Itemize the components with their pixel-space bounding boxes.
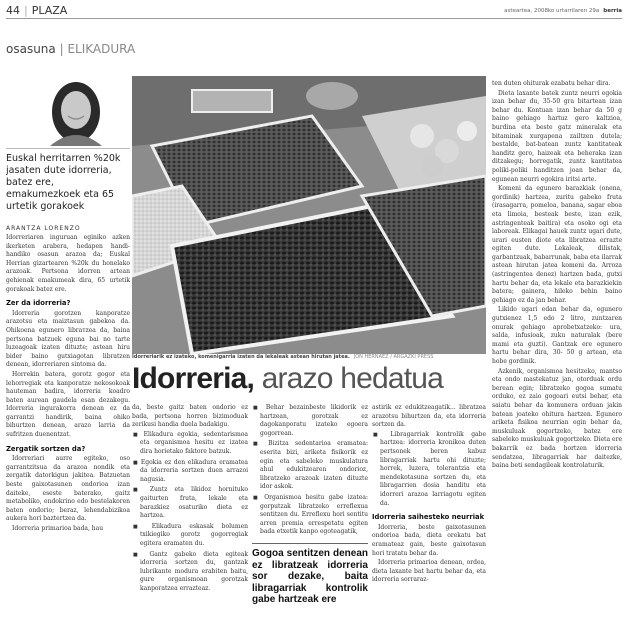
paragraph: astirik ez edukitzeagatik... libratzea arazotsu bihurtzen da, eta idorreria sortzen da. bbox=[372, 404, 486, 429]
left-column bbox=[6, 72, 130, 535]
column-4 bbox=[372, 404, 486, 586]
column-3 bbox=[252, 404, 368, 606]
paragraph: Komeni da egunero barazkiak (onena, gordinik) hartzea, zuritu gabeko fruta (irasagarra, pomeloa, banana, sagar eboa eta limoia, besteak beste, izan ezik, astringenteak baitira) eta osoko ogi eta laboreak. Elikagai hauek zuntz ugari dute, urari eusten diote eta libratzea errazte egiten dute. Lekaleak, dilistak, garbantzuak, babarrunak, baba eta ilarrak astean hirutan jatea komeni da. Arroza (astringentea denez) hartzen bada, gutxi hartu behar da, eta lekale eta barazkiekin batera; gainera, hileko behin baino gehiago ez da jan behar. bbox=[492, 185, 622, 304]
paragraph: Idorreriari aurre egiteko, oso garrantzitsua da arazoa nondik eta zergatik datorkigun jakitea. Batzuetan beste gaixotasunen ondorioa izan daiteke, eseste baterako, gaitz metaboliko, endokrino edo bestelakoren baten ondorio; beraz, lehendabizikoa aukera hori baztertzea da. bbox=[6, 455, 130, 523]
legumes-photo bbox=[132, 76, 486, 354]
bullet-item: ■ Elikadura egokia, sedentarismoa eta organismoa hesitu ez izatea dira horietako faktore batzuk. bbox=[132, 431, 248, 457]
bullet-item: ■ Zuntz eta likidoz hornituko gaiturten fruta, lekale eta barazkiez osaturiko dieta ez hartzea. bbox=[132, 486, 248, 520]
subhead-zergatik: Zergatik sortzen da? bbox=[6, 444, 86, 453]
column-5 bbox=[492, 80, 622, 472]
issue-date: astearteа, 2008ko urtarrilaren 29a bbox=[504, 7, 600, 14]
author-name: ARANTZA LORENZO bbox=[6, 225, 81, 232]
paragraph: Idorreria primarioa bada, hau bbox=[12, 525, 104, 532]
photo-credit: JON HERNAEZ / ARGAZKI PRESS bbox=[353, 354, 434, 360]
bullet-item: ■ Libragarriak kontrolik gabe hartzea: idorreria kronikoa duten pertsonek beren kabuz libragarriak hartu ohi dituzte; horrek, luzera, tolerantzia eta mendekotasuna sortzen du, eta libragarrien dosia handitu eta idorreri arazoa larriagotu egiten da. bbox=[372, 431, 486, 508]
section-main: osasuna bbox=[6, 42, 56, 56]
caption-text: Idorreriarik ez izateko, komenigarria izaten da lekaleak astean hirutan jatea. bbox=[132, 354, 350, 360]
pull-quote: Gogoa sentitzen denean ez libratzeak idorreria sor dezake, baita libragarriak kontrolik gabe hartzeak ere bbox=[252, 543, 368, 606]
paragraph: Azkenik, organismoa hesitzeko, mantso eta ondo mastekatuz jan, otorduak ordu berean egin; libratzeko gogoa sumatu orduko, ez zaio gogoari eutsi behar, eta saiatu behar da komunera orduan jakin batean joateko ohitura hartzen. Egunero ariketa fisikoa neurrian egin behar da, muskuluak gogortzeko, batez ere sabeleko muskuluak gogortzeko. Dieta ere bakarrik ez bada hortzen idorreria sendatzea, libragarriak har daitezke, baina beti sendagileak kontrolaturik. bbox=[492, 367, 622, 470]
section-label bbox=[6, 42, 135, 56]
header-right bbox=[504, 8, 622, 14]
bullet-item: ■ Gantz gabeko dieta egiteak idorreria sortzen du, gantzak lubrikante modura erabiten baitu, gure organismoan gorotzak kanporatzea errazteaz. bbox=[132, 551, 248, 594]
bullet-item: ■ Elikadura eskasak bolumen txikiegiko gorotz gogorregiak egitera eramaten du. bbox=[132, 523, 248, 549]
intro-blurb: Euskal herritarren %20k jasaten dute idorreria, batez ere, emakumezkoek eta 65 urtetik gorakoek bbox=[6, 148, 130, 213]
bullet-item: ■ Egokia ez den elikadura eramatea da idorreria sortzen duen arrazoi nagusia. bbox=[132, 459, 248, 485]
paragraph: Dieta laxante batek zuntz neurri egokia izan behar du, 35-50 gra bitartean izan behar du. Kontuan izan behar da 50 g baino gehiago hartuz gero kaltzioa, burdina eta beste gatz mineralak eta bitaminak xurgapena zailtzen dutela; bestalde, bat-batean zuntz kantitateak handitz gero, haizeak eta beheraka izan ditzakegu; horregatik, zuntz kantitatea poliki-poliki handitzen joan behar da, egunean neurri egokira iritsi arte. bbox=[492, 89, 622, 183]
section-divider: | bbox=[55, 42, 68, 56]
paragraph: Likido ugari edan behar da, egunero gutxienez 1,5 edo 2 litro, zuntzaren onurak gehiago aprobetxatzeko: ura, salda, infusioak, zuku naturalak (bere mami eta guzti). Gantzak ere egunero hartu behar dira, 30- 50 g artean, eta hobe gordinik. bbox=[492, 306, 622, 365]
headline-light: arazo hedatua bbox=[261, 362, 444, 395]
subhead-neurriak: Idorreria saihesteko neurriak bbox=[372, 513, 485, 522]
paragraph: ten duten ohiturak ezabatu behar dira. bbox=[492, 80, 611, 87]
col1-body bbox=[6, 234, 130, 534]
header-separator: | bbox=[24, 4, 28, 17]
lead-paragraph: Idorreriaren inguruan eginiko azken ikerketen arabera, hedapen handi-handiko osasun arazoa da; Euskal Herrian gizarteаren %20k du honelako arazoak. Pertsona idorren artean gehienak emakumeak dira, 65 urtetik gorakoak batez ere. bbox=[6, 234, 130, 293]
paragraph: Idorreria primarioa denean, ordea, dieta laxante bat hartu behar da, eta idorreria sorraraz- bbox=[372, 559, 486, 584]
section-sub: ELIKADURA bbox=[67, 42, 136, 56]
subhead-zer-da: Zer da idorreria? bbox=[6, 299, 71, 308]
author-portrait bbox=[6, 72, 130, 146]
page-number: 44 bbox=[6, 4, 20, 17]
market-photo-image bbox=[132, 76, 486, 354]
section-name: PLAZA bbox=[31, 4, 68, 17]
bullet-item: ■ Organismoa hesitu gabe izatea: gorputzak libratzeko erreflexua sentitzen du. Erreflexu hori sentitu arren premia errespetatu egiten bada etxetik kanpo egoteagatik, bbox=[252, 494, 368, 537]
bullet-item: ■ Bizitza sedentarioa eramatea: eserita bizi, ariketa fisikorik ez egin eta sabeleko muskulatura ahul edukitzearen ondorioz, libratzeko arazoak izaten dituzte idor askok. bbox=[252, 440, 368, 492]
page-header bbox=[6, 3, 622, 19]
headline bbox=[132, 364, 486, 394]
paragraph: Horrekin batera, gorotz gogor eta lehorregiak eta kanporatze nekosokoak hauteman badira, idorreria koadro baten aurean gaudela esan dezakegu. Idorreria ingurakorra denean ez da garrantzi handirik, baina ohiko bihurtzen denean, arazo larria da sufritzen duenentzat. bbox=[6, 370, 130, 439]
paragraph: Idorreria, beste gaixotasunen ondorioa bada, dieta orekatu bat eramateaz gain, beste gaixotasun hori tratatu behar da. bbox=[372, 523, 486, 557]
paragraph: da, beste gaitz baten ondorio ez bada, pertsona horren bizimoduak zerikusi handia duela badakigu. bbox=[132, 404, 248, 429]
header-left bbox=[6, 4, 67, 17]
photo-caption bbox=[132, 354, 486, 360]
bullet-item: ■ Behar bezainbeste likidorik ez hartzean, gorotzak ez dagokanporatu izateko egoera gogorrean. bbox=[252, 404, 368, 438]
paragraph: Idorreria gorotzen kanporatze arazotsu eta maiztasun gabekoa da. Ohikoena egunero librатzea da, baina pertsona batzuek eguna bai no tarte luzeagoak izaten dituzte; astean hiru bider baino gutxiagotan libratzen denean, idorreriaren sintoma da. bbox=[6, 309, 130, 369]
portrait-image bbox=[6, 72, 130, 146]
headline-bold: Idorreria, bbox=[132, 362, 255, 395]
column-2 bbox=[132, 404, 248, 595]
brand-name: berria bbox=[603, 7, 622, 14]
